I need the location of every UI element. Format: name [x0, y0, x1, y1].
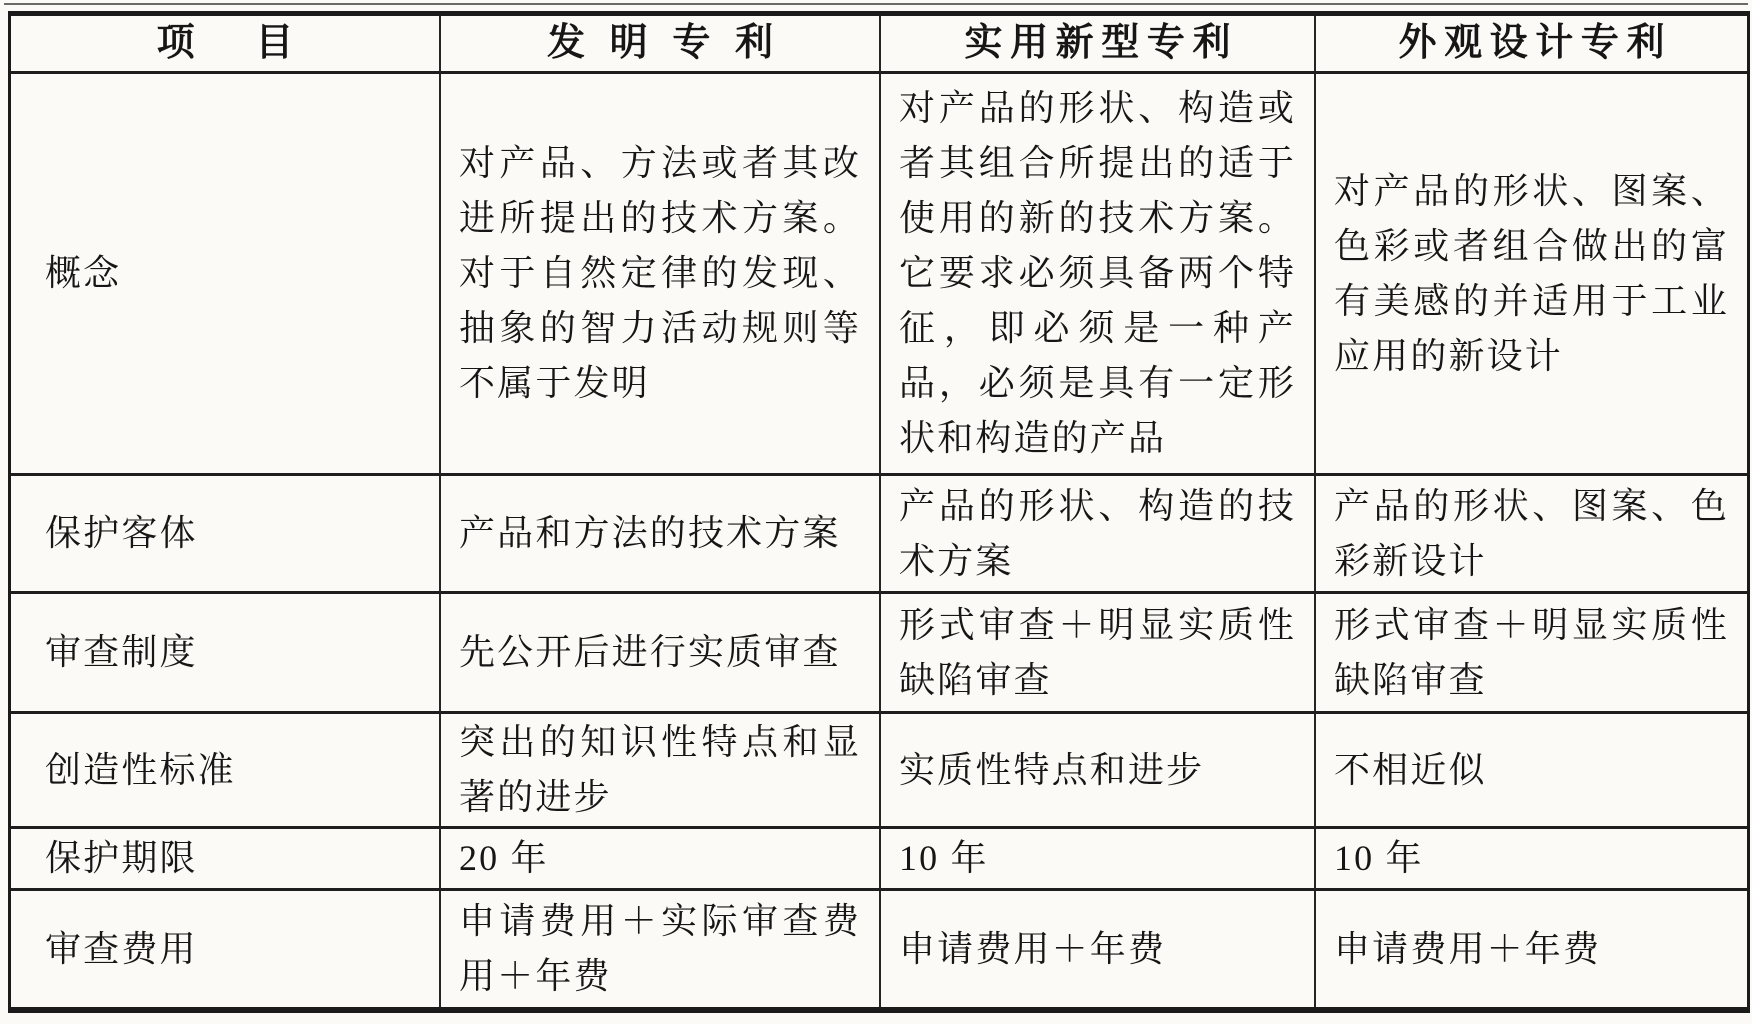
- cell-concept-utility-model-text: 对产品的形状、构造或者其组合所提出的适于使用的新的技术方案。它要求必须具备两个特征，即必须是一种产品，必须是具有一定形状和构造的产品: [899, 88, 1296, 458]
- cell-protected-subject-utility-model: [881, 476, 1316, 594]
- cell-examination-fee-design-text: 申请费用＋年费: [1334, 928, 1602, 969]
- cell-examination-system-design: [1316, 594, 1747, 714]
- row-label-creativity-standard: [11, 714, 441, 829]
- cell-examination-system-utility-model: [881, 594, 1316, 714]
- col-header-item: [11, 16, 441, 74]
- row-label-creativity-standard-text: 创造性标准: [45, 749, 236, 790]
- row-label-protection-term: [11, 829, 441, 891]
- cell-protected-subject-utility-model-text: 产品的形状、构造的技术方案: [899, 485, 1296, 581]
- cell-examination-fee-utility-model: [881, 891, 1316, 1007]
- cell-examination-fee-invention: [441, 891, 881, 1007]
- col-header-item-label: 项目: [156, 22, 355, 64]
- col-header-utility-model-patent: [881, 16, 1316, 74]
- cell-protection-term-design: [1316, 829, 1747, 891]
- cell-protection-term-design-text: 10 年: [1334, 838, 1424, 878]
- col-header-design-patent: [1316, 16, 1747, 74]
- cell-examination-system-invention: [441, 594, 881, 714]
- cell-protection-term-utility-model-text: 10 年: [899, 838, 989, 878]
- row-label-examination-fee-text: 审查费用: [45, 928, 198, 969]
- row-label-examination-system: [11, 594, 441, 714]
- cell-creativity-standard-design: [1316, 714, 1747, 829]
- cell-protection-term-invention-text: 20 年: [459, 838, 549, 878]
- cell-protected-subject-design-text: 产品的形状、图案、色彩新设计: [1334, 485, 1729, 581]
- cell-examination-system-invention-text: 先公开后进行实质审查: [459, 632, 841, 672]
- cell-creativity-standard-invention: [441, 714, 881, 829]
- cell-concept-invention-text: 对产品、方法或者其改进所提出的技术方案。对于自然定律的发现、抽象的智力活动规则等不属于发明: [459, 143, 861, 403]
- cell-concept-invention: [441, 74, 881, 476]
- cell-examination-fee-utility-model-text: 申请费用＋年费: [899, 928, 1167, 969]
- cell-creativity-standard-utility-model: [881, 714, 1316, 829]
- cell-examination-system-utility-model-text: 形式审查＋明显实质性缺陷审查: [899, 604, 1296, 700]
- col-header-invention-patent: [441, 16, 881, 74]
- row-label-examination-system-text: 审查制度: [45, 632, 198, 672]
- col-header-design-patent-label: 外观设计专利: [1398, 22, 1673, 64]
- cell-protected-subject-invention: [441, 476, 881, 594]
- row-label-protection-term-text: 保护期限: [45, 838, 198, 878]
- cell-creativity-standard-utility-model-text: 实质性特点和进步: [899, 749, 1205, 790]
- cell-concept-design-text: 对产品的形状、图案、色彩或者组合做出的富有美感的并适用于工业应用的新设计: [1334, 170, 1729, 376]
- cell-creativity-standard-invention-text: 突出的知识性特点和显著的进步: [459, 722, 861, 817]
- row-label-protected-subject-text: 保护客体: [45, 513, 198, 553]
- row-label-examination-fee: [11, 891, 441, 1007]
- cell-examination-fee-design: [1316, 891, 1747, 1007]
- cell-examination-fee-invention-text: 申请费用＋实际审查费用＋年费: [459, 901, 861, 996]
- scan-top-rule: [4, 3, 1748, 5]
- cell-creativity-standard-design-text: 不相近似: [1334, 749, 1487, 790]
- cell-protected-subject-invention-text: 产品和方法的技术方案: [459, 513, 841, 553]
- col-header-invention-patent-label: 发明专利: [546, 22, 798, 64]
- row-label-concept-text: 概念: [45, 253, 122, 293]
- cell-concept-design: [1316, 74, 1747, 476]
- row-label-concept: [11, 74, 441, 476]
- cell-protection-term-invention: [441, 829, 881, 891]
- row-label-protected-subject: [11, 476, 441, 594]
- cell-examination-system-design-text: 形式审查＋明显实质性缺陷审查: [1334, 604, 1729, 700]
- cell-concept-utility-model: [881, 74, 1316, 476]
- patent-comparison-table: [8, 11, 1750, 1013]
- col-header-utility-model-patent-label: 实用新型专利: [964, 22, 1239, 64]
- cell-protected-subject-design: [1316, 476, 1747, 594]
- cell-protection-term-utility-model: [881, 829, 1316, 891]
